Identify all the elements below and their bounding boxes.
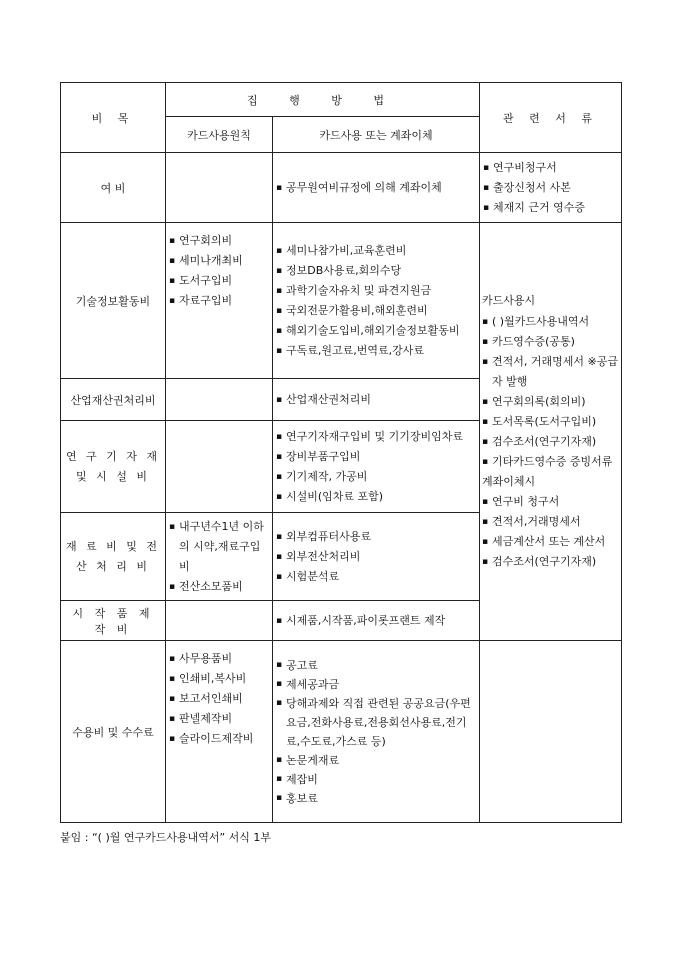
transfer-docs-heading: 계좌이체시: [482, 474, 536, 488]
materials-card-list: [276, 527, 476, 587]
list-item: ▪ 논문게재료: [276, 751, 476, 770]
row-principle-travel: [166, 153, 273, 223]
travel-card-list: [276, 178, 476, 198]
header-item: 비 목: [61, 83, 166, 153]
list-item: ▪ 당해과제와 직접 관련된 공공요금(우편요금,전화사용료,전용회선사용료,전기료,수도료,가스료 등): [276, 694, 476, 751]
list-item: ▪ 연구기자재구입비 및 기기장비임차료: [276, 427, 476, 447]
list-item: ▪ 인쇄비,복사비: [169, 669, 269, 689]
list-item: ▪ 과학기술자유치 및 파견지원금: [276, 281, 476, 301]
list-item: ▪ 도서구입비: [169, 271, 269, 291]
tech-info-principle-list: [169, 231, 269, 311]
row-principle-prototype: [166, 601, 273, 641]
travel-docs-list: [483, 158, 618, 218]
header-card-principle: 카드사용원칙: [166, 117, 273, 153]
list-item: ▪ 기기제작, 가공비: [276, 467, 476, 487]
row-card-travel: [273, 153, 480, 223]
header-card-or-transfer: 카드사용 또는 계좌이체: [273, 117, 480, 153]
list-item: ▪ 검수조서(연구기자재): [482, 552, 619, 572]
row-principle-ip: [166, 379, 273, 421]
row-principle-materials: [166, 513, 273, 601]
row-card-ip: [273, 379, 480, 421]
row-item-travel: 여 비: [61, 153, 166, 223]
list-item: ▪ 시제품,시작품,파이롯프랜트 제작: [276, 611, 476, 631]
list-item: ▪ 기타카드영수증 증빙서류: [482, 452, 619, 472]
row-item-supplies: 수용비 및 수수료: [61, 641, 166, 823]
list-item: ▪ 도서목록(도서구입비): [482, 412, 619, 432]
list-item: ▪ 국외전문가활용비,해외훈련비: [276, 301, 476, 321]
row-item-tech-info: 기술정보활동비: [61, 223, 166, 379]
list-item: ▪ 외부전산처리비: [276, 547, 476, 567]
list-item: ▪ 제세공과금: [276, 675, 476, 694]
transfer-docs-list: [482, 492, 619, 572]
row-item-equipment: 연 구 기 자 재 및 시 설 비: [61, 421, 166, 513]
list-item: ▪ ( )월카드사용내역서: [482, 312, 619, 332]
list-item: ▪ 구독료,원고료,번역료,강사료: [276, 341, 476, 361]
header-related-docs: 관 련 서 류: [480, 83, 622, 153]
list-item: ▪ 견적서,거래명세서: [482, 512, 619, 532]
row-card-prototype: [273, 601, 480, 641]
list-item: ▪ 검수조서(연구기자재): [482, 432, 619, 452]
list-item: ▪ 홍보료: [276, 789, 476, 808]
header-exec-method: 집 행 방 법: [166, 83, 480, 117]
list-item: ▪ 시설비(임차료 포함): [276, 487, 476, 507]
list-item: ▪ 정보DB사용료,회의수당: [276, 261, 476, 281]
list-item: ▪ 체재지 근거 영수증: [483, 198, 618, 218]
row-card-materials: [273, 513, 480, 601]
supplies-principle-list: [169, 649, 269, 749]
row-docs-travel: [480, 153, 622, 223]
list-item: ▪ 연구회의록(회의비): [482, 392, 619, 412]
list-item: ▪ 카드영수증(공통): [482, 332, 619, 352]
row-principle-supplies: [166, 641, 273, 823]
row-principle-equipment: [166, 421, 273, 513]
list-item: ▪ 자료구입비: [169, 291, 269, 311]
row-item-ip: 산업재산권처리비: [61, 379, 166, 421]
supplies-card-list: [276, 656, 476, 808]
prototype-card-list: [276, 611, 476, 631]
tech-info-card-list: [276, 241, 476, 361]
row-card-supplies: [273, 641, 480, 823]
shared-docs-block: [482, 291, 619, 572]
list-item: ▪ 세미나참가비,교육훈련비: [276, 241, 476, 261]
list-item: ▪ 슬라이드제작비: [169, 729, 269, 749]
list-item: ▪ 시험분석료: [276, 567, 476, 587]
list-item: ▪ 산업재산권처리비: [276, 390, 476, 410]
list-item: ▪ 공무원여비규정에 의해 계좌이체: [276, 178, 476, 198]
list-item: ▪ 보고서인쇄비: [169, 689, 269, 709]
list-item: ▪ 전산소모품비: [169, 577, 269, 597]
row-card-tech-info: [273, 223, 480, 379]
card-docs-list: [482, 312, 619, 472]
row-item-prototype: 시 작 품 제 작 비: [61, 601, 166, 641]
list-item: ▪ 제잡비: [276, 770, 476, 789]
list-item: ▪ 해외기술도입비,해외기술정보활동비: [276, 321, 476, 341]
attachment-note: 붙임 : “( )월 연구카드사용내역서” 서식 1부: [60, 831, 272, 844]
list-item: ▪ 세금계산서 또는 계산서: [482, 532, 619, 552]
list-item: ▪ 연구비 청구서: [482, 492, 619, 512]
list-item: ▪ 견적서, 거래명세서 ※공급자 발행: [482, 352, 619, 392]
row-principle-tech-info: [166, 223, 273, 379]
materials-principle-list: [169, 517, 269, 597]
list-item: ▪ 장비부품구입비: [276, 447, 476, 467]
card-docs-heading: 카드사용시: [482, 294, 536, 307]
list-item: ▪ 판넬제작비: [169, 709, 269, 729]
list-item: ▪ 연구비청구서: [483, 158, 618, 178]
list-item: ▪ 연구회의비: [169, 231, 269, 251]
execution-method-table: [60, 82, 622, 823]
row-card-equipment: [273, 421, 480, 513]
list-item: ▪ 출장신청서 사본: [483, 178, 618, 198]
list-item: ▪ 세미나개최비: [169, 251, 269, 271]
list-item: ▪ 사무용품비: [169, 649, 269, 669]
row-item-materials: 재 료 비 및 전 산 처 리 비: [61, 513, 166, 601]
list-item: ▪ 내구년수1년 이하의 시약,재료구입비: [169, 517, 269, 577]
ip-card-list: [276, 390, 476, 410]
list-item: ▪ 공고료: [276, 656, 476, 675]
list-item: ▪ 외부컴퓨터사용료: [276, 527, 476, 547]
related-docs-shared: [480, 223, 622, 641]
row-docs-supplies: [480, 641, 622, 823]
equipment-card-list: [276, 427, 476, 507]
